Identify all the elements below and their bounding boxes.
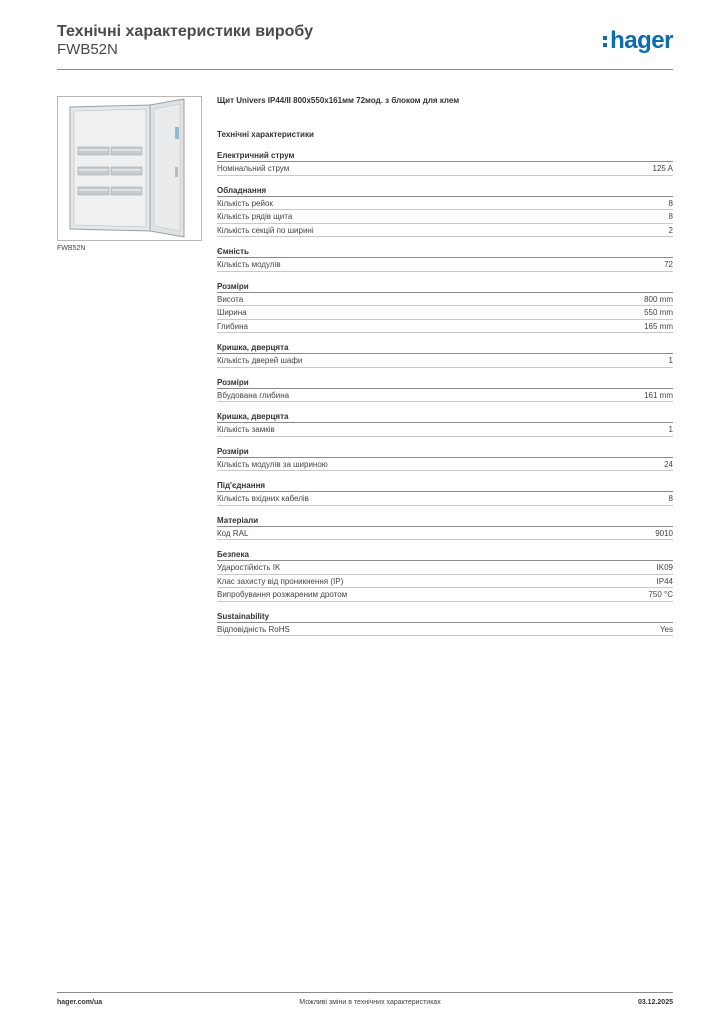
spec-group-title: Кришка, дверцята — [217, 342, 673, 354]
spec-row — [217, 492, 673, 506]
spec-value: 550 mm — [644, 308, 673, 317]
spec-group-title: Розміри — [217, 446, 673, 458]
spec-label: Глибина — [217, 321, 248, 331]
spec-value: 9010 — [655, 528, 673, 538]
spec-row — [217, 354, 673, 368]
spec-value: 8 — [668, 198, 673, 208]
spec-row — [217, 320, 673, 334]
hager-logo — [603, 28, 673, 54]
spec-group — [217, 446, 673, 472]
spec-value: 2 — [668, 225, 673, 235]
spec-row — [217, 623, 673, 637]
spec-value: 165 mm — [644, 321, 673, 331]
spec-group — [217, 411, 673, 437]
spec-label: Кількість модулів за шириною — [217, 459, 328, 469]
spec-label: Клас захисту від проникнення (IP) — [217, 576, 344, 586]
spec-group — [217, 246, 673, 272]
spec-row — [217, 389, 673, 403]
spec-label: Код RAL — [217, 528, 249, 538]
spec-group-title: Ємність — [217, 246, 673, 258]
spec-group-title: Під'єднання — [217, 480, 673, 492]
spec-groups — [217, 150, 673, 636]
spec-group — [217, 342, 673, 368]
spec-group — [217, 185, 673, 238]
spec-label: Випробування розжареним дротом — [217, 590, 348, 599]
spec-label: Кількість секцій по ширині — [217, 225, 314, 235]
spec-label: Ударостійкість IK — [217, 563, 281, 572]
spec-group — [217, 480, 673, 506]
spec-label: Висота — [217, 294, 244, 304]
page-footer — [57, 992, 673, 1006]
spec-value: 750 °C — [648, 590, 673, 599]
spec-row — [217, 162, 673, 176]
spec-group-title: Обладнання — [217, 185, 673, 197]
product-name: Щит Univers IP44/II 800x550x161мм 72мод. з блоком для клем — [217, 96, 460, 105]
spec-group-title: Розміри — [217, 377, 673, 389]
spec-value: 1 — [668, 356, 673, 365]
spec-group — [217, 377, 673, 403]
logo-text: hager — [610, 27, 673, 54]
spec-row — [217, 588, 673, 602]
spec-value: Yes — [659, 624, 673, 634]
spec-value: 8 — [668, 212, 673, 221]
spec-label: Кількість рейок — [217, 198, 273, 208]
document-title: Технічні характеристики виробу — [57, 23, 313, 40]
spec-row — [217, 527, 673, 541]
spec-value: 72 — [664, 260, 673, 269]
spec-group-title: Кришка, дверцята — [217, 411, 673, 423]
enclosure-illustration — [58, 97, 201, 240]
document-subtitle: FWB52N — [57, 41, 118, 58]
spec-value: 8 — [668, 494, 673, 503]
spec-row — [217, 423, 673, 437]
spec-row — [217, 197, 673, 211]
spec-row — [217, 306, 673, 320]
spec-group — [217, 150, 673, 176]
spec-group-title: Безпека — [217, 549, 673, 561]
spec-value: IK09 — [656, 563, 673, 572]
spec-value: 1 — [668, 425, 673, 434]
spec-label: Кількість вхідних кабелів — [217, 494, 309, 503]
spec-group — [217, 515, 673, 541]
spec-row — [217, 224, 673, 238]
spec-heading: Технічні характеристики — [217, 130, 314, 139]
spec-label: Кількість замків — [217, 425, 275, 434]
spec-row — [217, 258, 673, 272]
footer-note: Можливі зміни в технічних характеристиках — [299, 999, 441, 1006]
spec-row — [217, 561, 673, 575]
spec-value: IP44 — [656, 576, 673, 586]
spec-group-title: Sustainability — [217, 611, 673, 623]
spec-group — [217, 281, 673, 334]
spec-row — [217, 575, 673, 589]
spec-group-title: Розміри — [217, 281, 673, 293]
spec-value: 800 mm — [644, 294, 673, 304]
spec-group — [217, 549, 673, 602]
spec-label: Кількість рядів щита — [217, 212, 293, 221]
spec-label: Номінальний струм — [217, 164, 290, 173]
spec-group — [217, 611, 673, 637]
spec-content — [217, 95, 673, 636]
spec-row — [217, 210, 673, 224]
product-image-caption: FWB52N — [57, 245, 86, 252]
spec-label: Вбудована глибина — [217, 390, 290, 400]
spec-label: Кількість модулів — [217, 260, 281, 269]
spec-value: 161 mm — [644, 390, 673, 400]
spec-row — [217, 293, 673, 307]
spec-value: 24 — [664, 459, 673, 469]
spec-row — [217, 458, 673, 472]
spec-label: Відповідність RoHS — [217, 624, 290, 634]
spec-value: 125 A — [652, 164, 673, 173]
spec-group-title: Електричний струм — [217, 150, 673, 162]
spec-label: Ширина — [217, 308, 247, 317]
footer-date: 03.12.2025 — [637, 999, 673, 1006]
logo-dots-icon — [603, 33, 608, 50]
spec-group-title: Матеріали — [217, 515, 673, 527]
footer-website: hager.com/ua — [57, 999, 103, 1006]
spec-label: Кількість дверей шафи — [217, 356, 303, 365]
page-header — [57, 22, 673, 70]
product-image — [57, 96, 202, 241]
